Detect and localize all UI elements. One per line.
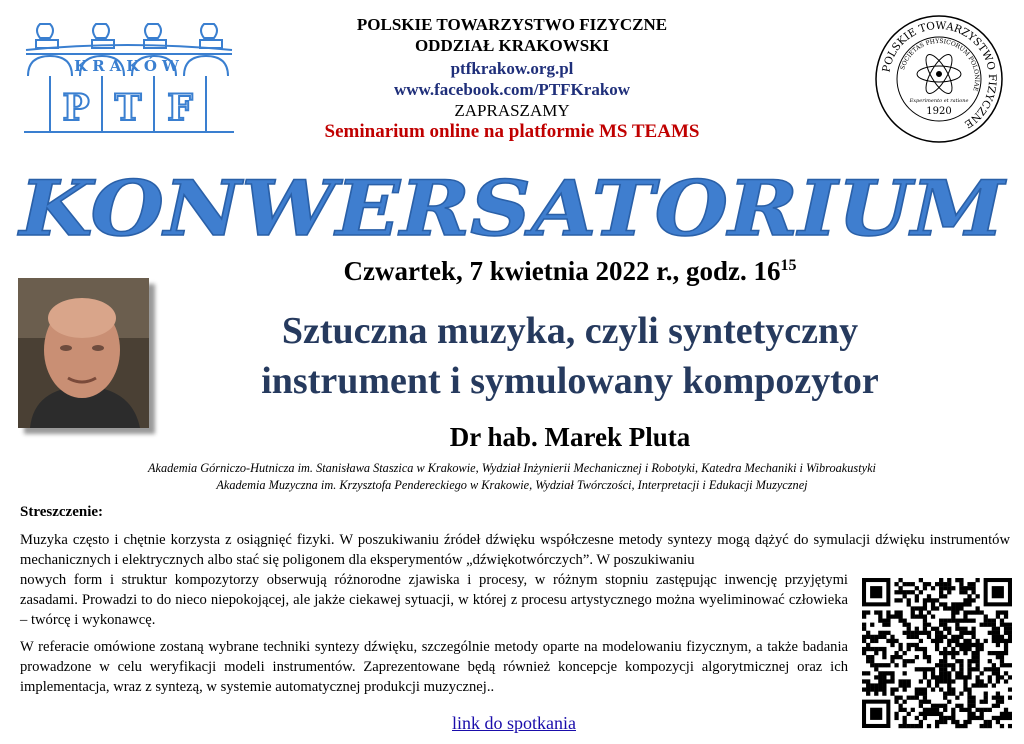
seminar-note: Seminarium online na platformie MS TEAMS <box>324 121 700 142</box>
qr-finder-pattern <box>862 578 890 606</box>
org-name: POLSKIE TOWARZYSTWO FIZYCZNE <box>356 15 668 34</box>
invite-text: ZAPRASZAMY <box>454 101 570 120</box>
abstract-paragraph-2: W referacie omówione zostaną wybrane techniki syntezy dźwięku, szczególnie metody oparte na modelowaniu fizycznym, a także badania prowadzone w celu weryfikacji modeli instrumentów. Zaprezentowane będą również koncepcje kompozycji algorytmicznej oraz ich implementacja, wraz z syntezą, w systemie automatycznej produkcji muzycznej.. <box>20 639 848 695</box>
svg-text:F: F <box>167 87 193 129</box>
svg-text:1920: 1920 <box>926 106 952 117</box>
facebook-link[interactable]: www.facebook.com/PTFKrakow <box>393 80 631 99</box>
speaker-name: Dr hab. Marek Pluta <box>449 422 691 452</box>
abstract-paragraph-1b: nowych form i struktur kompozytorzy obserwują różnorodne zjawiska i procesy, w różnym stopniu zastępując inwencję przyjętymi zasadami. Prowadzi to do nieco niepokojącej, ale jakże ciekawej sytuacji, w której z procesu artystycznego można wyeliminować człowieka – twórcę i wykonawcę. <box>20 572 848 628</box>
svg-text:KRAKÓW: KRAKÓW <box>74 57 184 75</box>
abstract-paragraph-1a: Muzyka często i chętnie korzysta z osiągnięć fizyki. W poszukiwaniu źródeł dźwięku współczesne metody syntezy mogą dążyć do symulacji dźwięku instrumentów mechanicznych i elektrycznych albo stać się poligonem dla eksperymentów „dźwiękotwórczych”. W poszukiwaniu <box>20 532 1010 568</box>
svg-text:POLSKIE TOWARZYSTWO FIZYCZNE: POLSKIE TOWARZYSTWO FIZYCZNE <box>880 19 999 131</box>
talk-title-line1: Sztuczna muzyka, czyli syntetyczny <box>281 310 859 352</box>
event-datetime <box>200 256 940 287</box>
qr-finder-pattern <box>984 578 1012 606</box>
event-date-text: Czwartek, 7 kwietnia 2022 r., godz. 16 <box>343 256 781 286</box>
svg-text:SOCIETAS PHYSICORUM POLONIAE: SOCIETAS PHYSICORUM POLONIAE <box>899 37 981 92</box>
website-link[interactable]: ptfkrakow.org.pl <box>450 59 574 78</box>
svg-text:KONWERSATORIUM: KONWERSATORIUM <box>17 165 1007 253</box>
talk-title <box>150 306 990 406</box>
abstract-heading: Streszczenie: <box>20 504 104 520</box>
affiliation-1: Akademia Górniczo-Hutnicza im. Stanisława Staszica w Krakowie, Wydział Inżynierii Mechanicznej i Robotyki, Katedra Mechaniki i Wibroakustyki <box>148 461 876 475</box>
ptf-krakow-logo <box>18 16 240 136</box>
qr-code[interactable] <box>862 578 1012 730</box>
talk-title-line2: instrument i symulowany kompozytor <box>261 360 879 402</box>
konwersatorium-banner <box>0 165 1024 253</box>
org-branch: ODDZIAŁ KRAKOWSKI <box>414 36 610 55</box>
vase-icon <box>36 24 58 48</box>
qr-finder-pattern <box>862 700 890 728</box>
svg-text:P: P <box>62 87 90 129</box>
meeting-link[interactable]: link do spotkania <box>452 713 576 733</box>
ptf-seal <box>874 14 1004 144</box>
event-time-minutes: 15 <box>780 257 797 274</box>
speaker-photo <box>18 278 149 428</box>
svg-text:T: T <box>114 87 142 129</box>
atom-icon <box>917 51 961 97</box>
affiliation-2: Akademia Muzyczna im. Krzysztofa Pendereckiego w Krakowie, Wydział Twórczości, Interpretacji i Edukacji Muzycznej <box>216 478 808 492</box>
svg-text:Experimento et ratione: Experimento et ratione <box>909 98 969 104</box>
vase-icon <box>200 24 222 48</box>
